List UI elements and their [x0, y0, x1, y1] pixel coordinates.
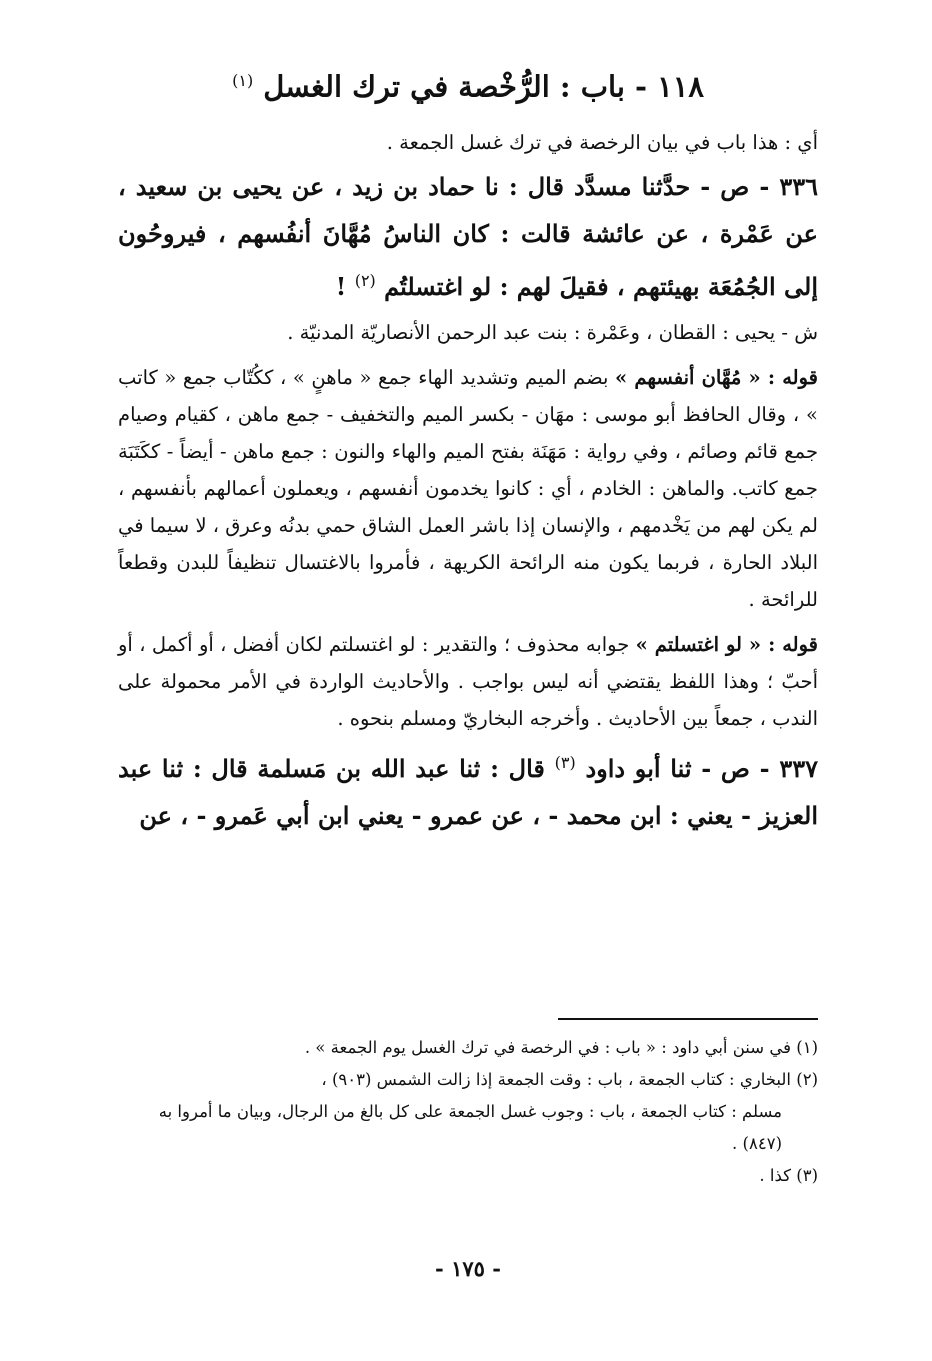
book-page — [118, 58, 818, 1318]
commentary-law-ightasaltum — [118, 626, 818, 737]
page-number: - ١٧٥ - — [435, 1256, 501, 1281]
chapter-title-text: ١١٨ - باب : الرُّخْصة في ترك الغسل — [263, 69, 704, 104]
hadith-336-end: ! — [335, 271, 347, 301]
commentary-muhhan-text: بضم الميم وتشديد الهاء جمع « ماهنٍ » ، ككُتّاب جمع « كاتب » ، وقال الحافظ أبو موسى : مهَان - بكسر الميم والتخفيف - جمع ماهن ، كقيام وصيام جمع قائم وصائم ، وفي رواية : مَهَنَة بفتح الميم والهاء والنون : جمع ماهن - أيضاً - ككَتَبَة جمع كاتب. والماهن : الخادم ، أي : كانوا يخدمون أنفسهم ، ويعملون أعمالهم بأنفسهم ، لم يكن لهم من يَخْدمهم ، والإنسان إذا باشر العمل الشاق حمي بدنُه وعرق ، لا سيما في البلاد الحارة ، فربما يكون منه الرائحة الكريهة ، فأمروا بالاغتسال تنظيفاً للبدن وقطعاً للرائحة . — [118, 365, 818, 611]
intro-text: أي : هذا باب في بيان الرخصة في ترك غسل الجمعة . — [386, 130, 818, 154]
footnote-3: (٣) كذا . — [759, 1166, 818, 1185]
footnote-2-continued: مسلم : كتاب الجمعة ، باب : وجوب غسل الجمعة على كل بالغ من الرجال، وبيان ما أمروا به (٨٤٧) . — [158, 1102, 782, 1153]
commentary-narrators: ش - يحيى : القطان ، وعَمْرة : بنت عبد الرحمن الأنصاريّة المدنيّة . — [287, 320, 818, 344]
footnote-divider — [558, 1018, 818, 1020]
footnote-1: (١) في سنن أبي داود : « باب : في الرخصة في ترك الغسل يوم الجمعة » . — [304, 1038, 818, 1057]
hadith-337-start: ٣٣٧ - ص - ثنا أبو داود — [585, 753, 819, 783]
footnote-ref-3: (٣) — [554, 752, 576, 772]
commentary-law-lead: قوله : « لو اغتسلتم » — [635, 632, 819, 656]
commentary-muhhan — [118, 359, 818, 618]
footnote-ref-2: (٢) — [354, 270, 376, 290]
footnote-ref-1: (١) — [232, 71, 254, 90]
footnote-2: (٢) البخاري : كتاب الجمعة ، باب : وقت الجمعة إذا زالت الشمس (٩٠٣) ، — [321, 1070, 818, 1089]
hadith-336 — [118, 163, 818, 310]
hadith-337 — [118, 739, 818, 839]
hadith-336-text: ٣٣٦ - ص - حدَّثنا مسدَّد قال : نا حماد بن زيد ، عن يحيى بن سعيد ، عن عَمْرة ، عن عائشة قالت : كان الناسُ مُهَّانَ أنفُسهم ، فيروحُون إلى الجُمُعَة بهيئتهم ، فقيلَ لهم : لو اغتسلتُم — [118, 171, 818, 301]
hadith-337-rest: قال : ثنا عبد الله بن مَسلمة قال : ثنا عبد العزيز - يعني : ابن محمد - ، عن عمرو - يعني ابن أبي عَمرو - ، عن — [118, 753, 818, 830]
footnotes — [118, 1032, 818, 1192]
chapter-title — [118, 58, 818, 110]
commentary-law-text: جوابه محذوف ؛ والتقدير : لو اغتسلتم لكان أفضل ، أو أكمل ، أو أحبّ ؛ وهذا اللفظ يقتضي أنه ليس بواجب . والأحاديث الواردة في الأمر محمولة على الندب ، جمعاً بين الأحاديث . وأخرجه البخاريّ ومسلم بنحوه . — [118, 632, 818, 730]
commentary-muhhan-lead: قوله : « مُهَّان أنفسهم » — [615, 365, 818, 389]
